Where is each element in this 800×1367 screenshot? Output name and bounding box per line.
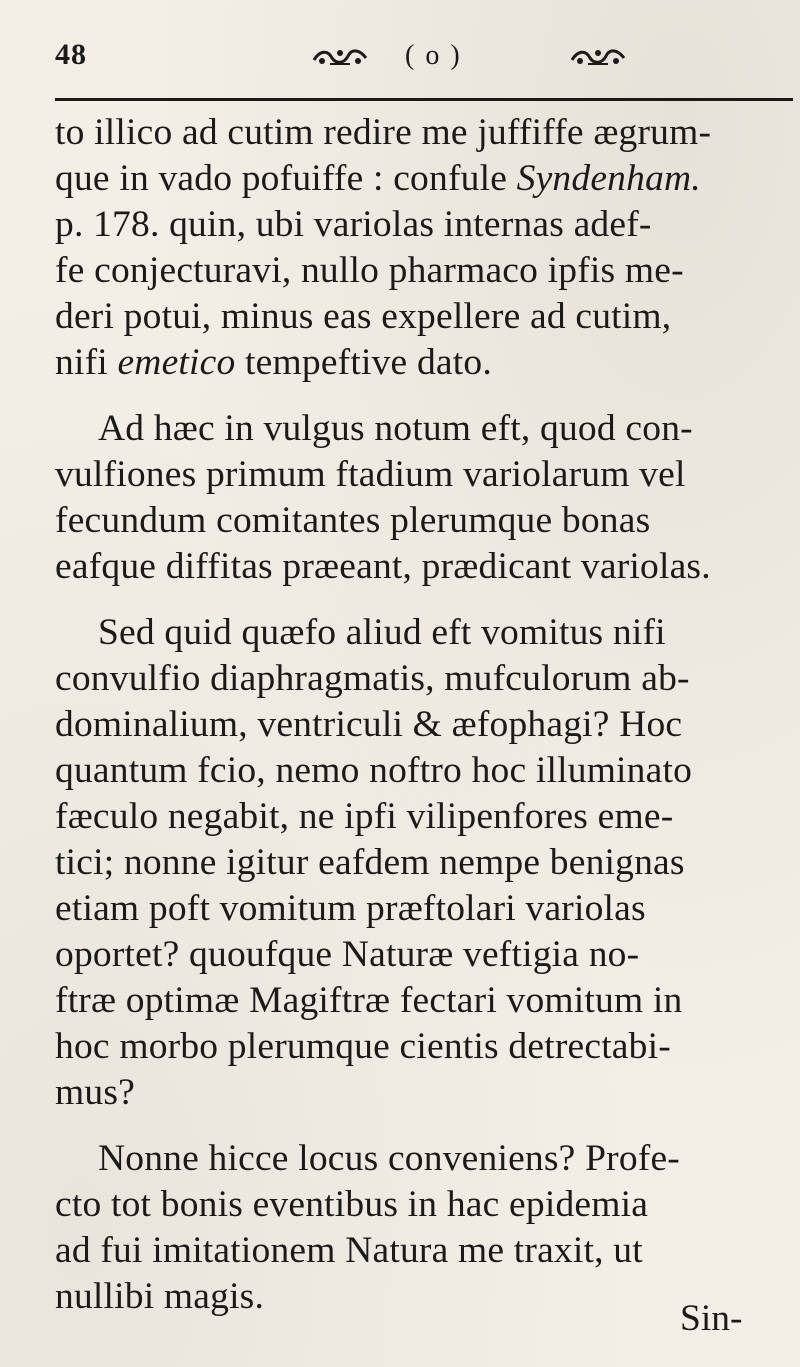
paragraph-2-line-2: vulfiones primum ftadium variolarum vel <box>55 454 686 495</box>
paragraph-4-line-1: Nonne hicce locus conveniens? Profe- <box>98 1138 680 1179</box>
paragraph-3-line-9: ftræ optimæ Magiftræ fectari vomitum in <box>55 980 683 1021</box>
paragraph-3-line-6: tici; nonne igitur eafdem nempe benignas <box>55 842 685 883</box>
paragraph-3-line-7: etiam poft vomitum præftolari variolas <box>55 888 646 929</box>
text-line-2-main: que in vado pofuiffe : confule <box>55 158 517 199</box>
paragraph-3-line-11: mus? <box>55 1072 135 1113</box>
paragraph-3-line-3: dominalium, ventriculi & æfophagi? Hoc <box>55 704 683 745</box>
text-line-6-end: tempeftive dato. <box>235 342 492 383</box>
paragraph-3-line-4: quantum fcio, nemo noftro hoc illuminato <box>55 750 693 791</box>
running-head: ( o ) <box>405 40 462 71</box>
paragraph-3-line-1: Sed quid quæfo aliud eft vomitus nifi <box>98 612 666 653</box>
paragraph-3-line-10: hoc morbo plerumque cientis detrectabi- <box>55 1026 671 1067</box>
text-line-2 <box>55 156 701 202</box>
text-line-3: p. 178. quin, ubi variolas internas adef- <box>55 204 652 245</box>
paragraph-4-line-4: nullibi magis. <box>55 1276 265 1317</box>
text-line-4: fe conjecturavi, nullo pharmaco ipfis me- <box>55 250 684 291</box>
paragraph-3-line-5: fæculo negabit, ne ipfi vilipenfores eme- <box>55 796 674 837</box>
term-emetico: emetico <box>117 342 236 383</box>
paragraph-2-line-3: fecundum comitantes plerumque bonas <box>55 500 651 541</box>
paragraph-2-line-4: eafque diffitas præeant, prædicant variolas. <box>55 546 711 587</box>
paragraph-2-line-1: Ad hæc in vulgus notum eft, quod con- <box>98 408 693 449</box>
page-number: 48 <box>55 38 87 71</box>
paragraph-3-line-2: convulfio diaphragmatis, mufculorum ab- <box>55 658 690 699</box>
paragraph-3-line-8: oportet? quoufque Naturæ veftigia no- <box>55 934 640 975</box>
author-citation-syndenham: Syndenham. <box>516 158 701 199</box>
catchword: Sin- <box>680 1298 743 1339</box>
text-line-6-start: nifi <box>55 342 118 383</box>
text-line-5: deri potui, minus eas expellere ad cutim, <box>55 296 672 337</box>
text-line-1: to illico ad cutim redire me juffiffe ægrum- <box>55 112 712 153</box>
paragraph-4-line-3: ad fui imitationem Natura me traxit, ut <box>55 1230 643 1271</box>
paragraph-4-line-2: cto tot bonis eventibus in hac epidemia <box>55 1184 649 1225</box>
text-line-6 <box>55 340 492 386</box>
